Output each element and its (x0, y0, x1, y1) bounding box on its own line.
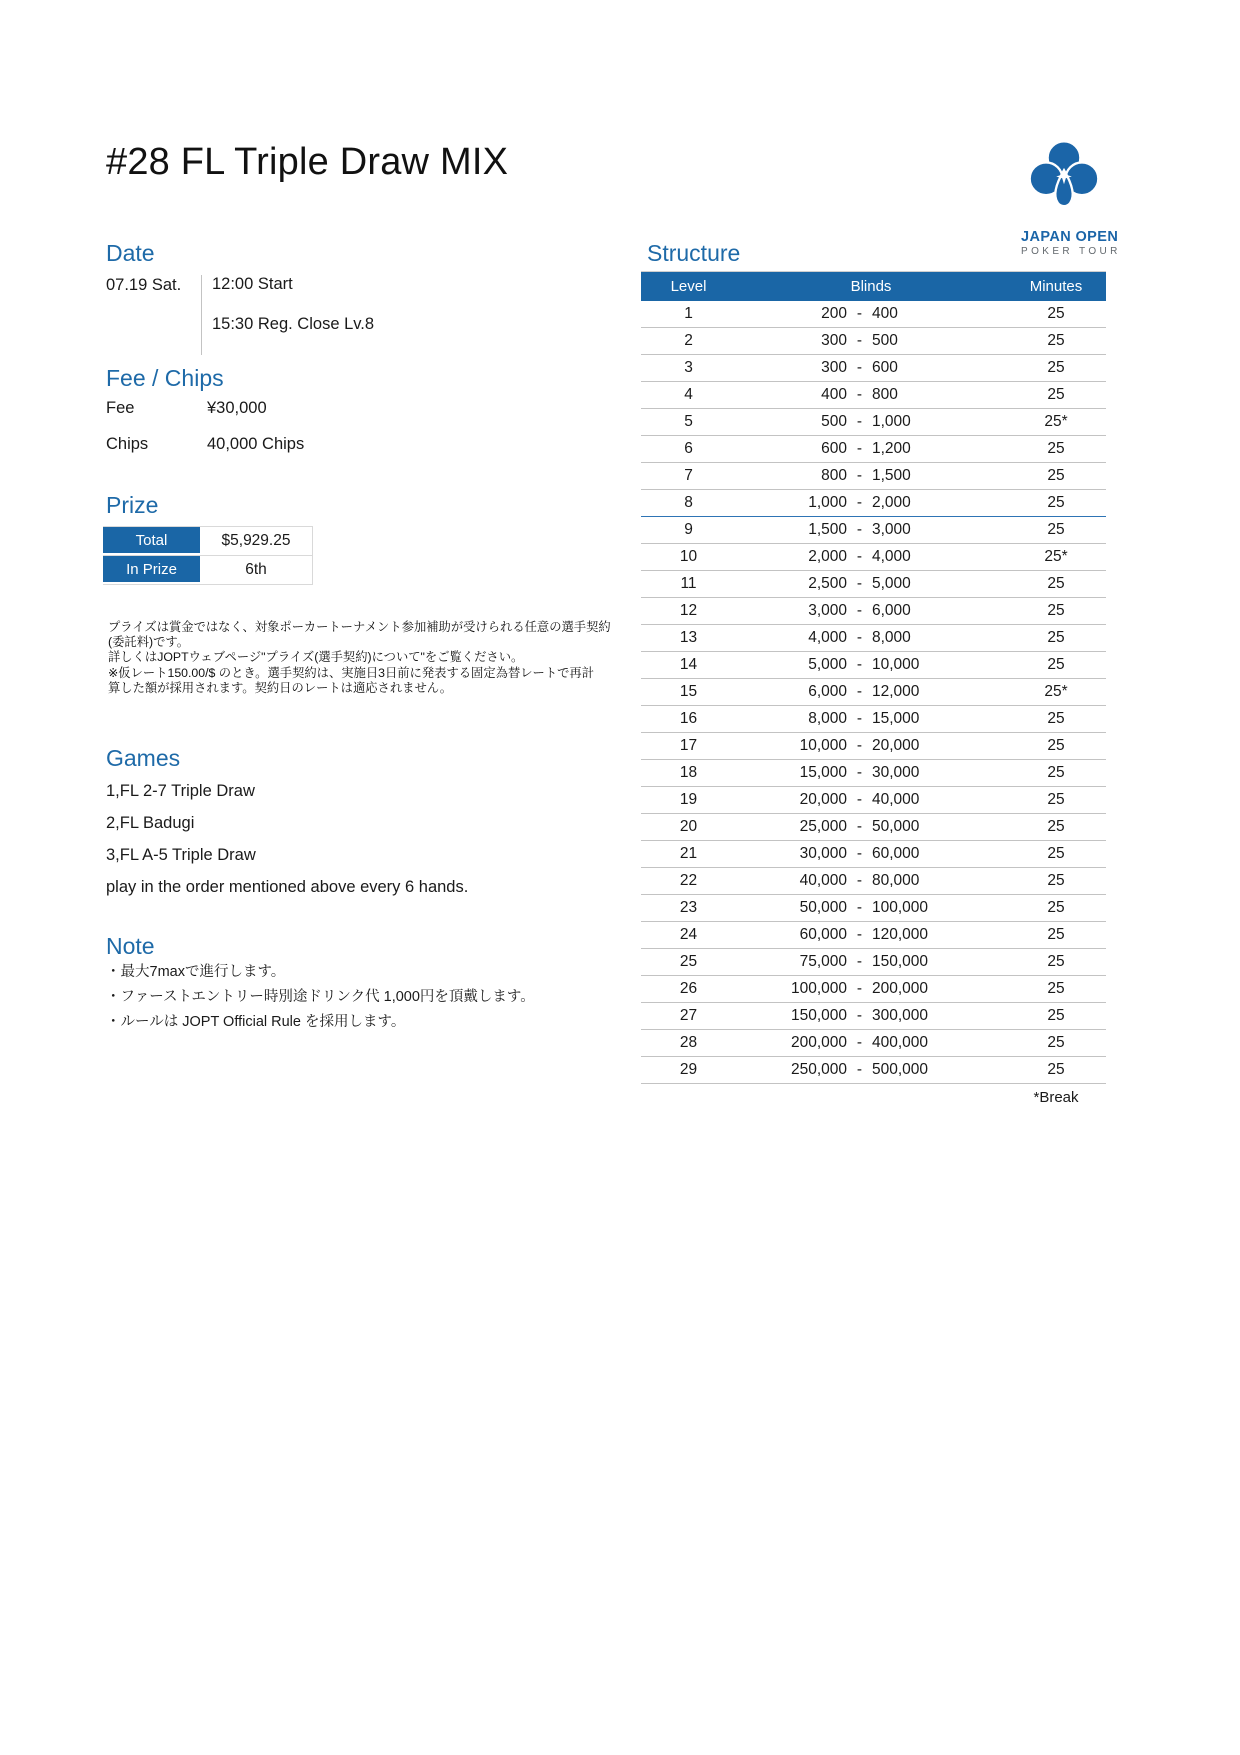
date-time: 12:00 Start (212, 275, 293, 294)
small-blind-value: 500 (821, 413, 847, 431)
minutes-cell: 25 (1047, 710, 1065, 728)
big-blind-value: 600 (872, 359, 898, 377)
fee-chips-value: 40,000 Chips (207, 435, 305, 454)
fee-chips-heading: Fee / Chips (106, 365, 224, 391)
minutes-cell: 25 (1047, 980, 1065, 998)
level-cell: 21 (679, 845, 698, 863)
level-cell: 11 (680, 575, 697, 593)
blinds-separator: - (856, 818, 863, 836)
big-blind-value: 50,000 (872, 818, 920, 836)
structure-row (641, 679, 1106, 706)
blinds-cell (736, 386, 1006, 404)
small-blind-value: 800 (821, 467, 847, 485)
big-blind-value: 300,000 (872, 1007, 929, 1025)
big-blind-value: 2,000 (872, 494, 911, 512)
blinds-cell (736, 710, 1006, 728)
prize-disclaimer-line: プライズは賞金ではなく、対象ポーカートーナメント参加補助が受けられる任意の選手契約 (108, 620, 611, 634)
blinds-separator: - (856, 1034, 863, 1052)
minutes-cell: 25 (1047, 791, 1065, 809)
structure-section (641, 241, 1106, 1111)
level-cell: 4 (684, 386, 693, 404)
small-blind-value: 50,000 (799, 899, 847, 917)
big-blind-value: 80,000 (872, 872, 920, 890)
fee-chips-label: Fee (106, 399, 135, 418)
blinds-cell (736, 548, 1006, 566)
blinds-separator: - (856, 359, 863, 377)
big-blind-value: 8,000 (872, 629, 911, 647)
minutes-cell: 25 (1047, 602, 1065, 620)
structure-row (641, 787, 1106, 814)
prize-row (103, 556, 313, 585)
blinds-separator: - (856, 926, 863, 944)
small-blind-value: 6,000 (808, 683, 847, 701)
big-blind-value: 100,000 (872, 899, 929, 917)
level-cell: 1 (684, 305, 693, 323)
note-item: ・最大7maxで進行します。 (106, 964, 286, 981)
small-blind-value: 8,000 (808, 710, 847, 728)
blinds-separator: - (856, 629, 863, 647)
level-cell: 10 (679, 548, 698, 566)
prize-row-label: In Prize (103, 556, 200, 584)
blinds-cell (736, 737, 1006, 755)
big-blind-value: 4,000 (872, 548, 911, 566)
blinds-separator: - (856, 737, 863, 755)
blinds-separator: - (856, 305, 863, 323)
blinds-cell (736, 467, 1006, 485)
blinds-cell (736, 899, 1006, 917)
structure-row (641, 1030, 1106, 1057)
structure-table-header (641, 271, 1106, 301)
games-list (106, 782, 468, 897)
games-section (106, 746, 468, 910)
structure-table-body (641, 301, 1106, 1084)
small-blind-value: 30,000 (799, 845, 847, 863)
small-blind-value: 400 (821, 386, 847, 404)
big-blind-value: 400,000 (872, 1034, 929, 1052)
blinds-separator: - (856, 683, 863, 701)
small-blind-value: 20,000 (799, 791, 847, 809)
structure-row (641, 328, 1106, 355)
blinds-cell (736, 1034, 1006, 1052)
level-cell: 26 (679, 980, 698, 998)
blinds-separator: - (856, 899, 863, 917)
date-times (201, 275, 374, 355)
note-section (106, 934, 535, 1038)
blinds-separator: - (856, 602, 863, 620)
level-cell: 23 (679, 899, 698, 917)
structure-row (641, 868, 1106, 895)
minutes-cell: 25* (1044, 413, 1068, 431)
level-cell: 9 (684, 521, 693, 539)
structure-row (641, 1057, 1106, 1084)
note-item: ・ファーストエントリー時別途ドリンク代 1,000円を頂戴します。 (106, 989, 535, 1006)
club-suit-icon (1025, 134, 1103, 222)
small-blind-value: 300 (821, 359, 847, 377)
break-note: *Break (1033, 1089, 1079, 1107)
structure-row (641, 895, 1106, 922)
level-cell: 14 (679, 656, 698, 674)
big-blind-value: 500,000 (872, 1061, 929, 1079)
minutes-cell: 25 (1047, 737, 1065, 755)
column-header-blinds: Blinds (850, 278, 892, 296)
minutes-cell: 25 (1047, 1034, 1065, 1052)
prize-disclaimer-line: 詳しくはJOPTウェブページ"プライズ(選手契約)について"をご覧ください。 (108, 650, 524, 665)
blinds-separator: - (856, 575, 863, 593)
small-blind-value: 60,000 (799, 926, 847, 944)
structure-row (641, 706, 1106, 733)
small-blind-value: 300 (821, 332, 847, 350)
big-blind-value: 20,000 (872, 737, 920, 755)
blinds-separator: - (856, 413, 863, 431)
minutes-cell: 25 (1047, 1061, 1065, 1079)
level-cell: 3 (684, 359, 693, 377)
minutes-cell: 25 (1047, 305, 1065, 323)
blinds-cell (736, 602, 1006, 620)
minutes-cell: 25 (1047, 494, 1065, 512)
column-header-minutes: Minutes (1029, 278, 1083, 296)
blinds-separator: - (856, 953, 863, 971)
structure-row (641, 841, 1106, 868)
small-blind-value: 250,000 (790, 1061, 847, 1079)
prize-row (103, 527, 313, 556)
big-blind-value: 6,000 (872, 602, 911, 620)
minutes-cell: 25 (1047, 575, 1065, 593)
game-item: play in the order mentioned above every 6 hands. (106, 878, 469, 897)
structure-row (641, 625, 1106, 652)
minutes-cell: 25 (1047, 764, 1065, 782)
logo-text-poker-tour: POKER TOUR (1021, 246, 1121, 257)
column-header-level: Level (670, 278, 707, 296)
structure-row (641, 733, 1106, 760)
date-time: 15:30 Reg. Close Lv.8 (212, 315, 375, 334)
level-cell: 28 (679, 1034, 698, 1052)
fee-chips-rows (106, 399, 304, 454)
prize-table (103, 526, 313, 585)
blinds-separator: - (856, 656, 863, 674)
blinds-separator: - (856, 980, 863, 998)
blinds-separator: - (856, 1061, 863, 1079)
date-heading: Date (106, 240, 155, 266)
big-blind-value: 60,000 (872, 845, 920, 863)
level-cell: 24 (679, 926, 698, 944)
blinds-separator: - (856, 494, 863, 512)
small-blind-value: 600 (821, 440, 847, 458)
small-blind-value: 1,000 (808, 494, 847, 512)
structure-row (641, 355, 1106, 382)
fee-chips-label: Chips (106, 435, 149, 454)
level-cell: 25 (679, 953, 698, 971)
big-blind-value: 30,000 (872, 764, 920, 782)
blinds-separator: - (856, 386, 863, 404)
small-blind-value: 25,000 (799, 818, 847, 836)
minutes-cell: 25* (1044, 548, 1068, 566)
blinds-cell (736, 359, 1006, 377)
blinds-cell (736, 953, 1006, 971)
big-blind-value: 120,000 (872, 926, 929, 944)
level-cell: 13 (679, 629, 698, 647)
blinds-cell (736, 332, 1006, 350)
blinds-cell (736, 440, 1006, 458)
prize-row-label: Total (103, 527, 200, 555)
minutes-cell: 25 (1047, 521, 1065, 539)
fee-chips-row (106, 435, 304, 454)
small-blind-value: 100,000 (790, 980, 847, 998)
level-cell: 27 (679, 1007, 698, 1025)
date-section (106, 241, 374, 355)
structure-row (641, 652, 1106, 679)
structure-row (641, 463, 1106, 490)
big-blind-value: 1,000 (872, 413, 911, 431)
small-blind-value: 3,000 (808, 602, 847, 620)
level-cell: 12 (679, 602, 698, 620)
big-blind-value: 500 (872, 332, 898, 350)
big-blind-value: 800 (872, 386, 898, 404)
fee-chips-row (106, 399, 304, 418)
blinds-cell (736, 845, 1006, 863)
blinds-separator: - (856, 791, 863, 809)
structure-row (641, 517, 1106, 544)
blinds-separator: - (856, 764, 863, 782)
minutes-cell: 25 (1047, 656, 1065, 674)
level-cell: 20 (679, 818, 698, 836)
jopt-logo (1021, 134, 1121, 257)
fee-chips-value: ¥30,000 (207, 399, 267, 418)
big-blind-value: 12,000 (872, 683, 920, 701)
blinds-cell (736, 791, 1006, 809)
prize-row-value: $5,929.25 (200, 527, 313, 555)
minutes-cell: 25 (1047, 332, 1065, 350)
note-item: ・ルールは JOPT Official Rule を採用します。 (106, 1014, 406, 1031)
minutes-cell: 25 (1047, 359, 1065, 377)
blinds-separator: - (856, 710, 863, 728)
small-blind-value: 4,000 (808, 629, 847, 647)
prize-disclaimer-line: (委託料)です。 (108, 635, 189, 650)
minutes-cell: 25 (1047, 467, 1065, 485)
big-blind-value: 3,000 (872, 521, 911, 539)
level-cell: 29 (679, 1061, 698, 1079)
small-blind-value: 10,000 (799, 737, 847, 755)
small-blind-value: 200,000 (790, 1034, 847, 1052)
blinds-cell (736, 980, 1006, 998)
blinds-cell (736, 521, 1006, 539)
prize-heading: Prize (106, 492, 159, 518)
small-blind-value: 5,000 (808, 656, 847, 674)
structure-row (641, 571, 1106, 598)
structure-row (641, 490, 1106, 517)
blinds-cell (736, 494, 1006, 512)
small-blind-value: 1,500 (808, 521, 847, 539)
note-list (106, 963, 535, 1031)
structure-row (641, 409, 1106, 436)
blinds-separator: - (856, 467, 863, 485)
games-heading: Games (106, 745, 181, 771)
structure-table (641, 271, 1106, 1111)
game-item: 2,FL Badugi (106, 814, 195, 833)
blinds-cell (736, 683, 1006, 701)
fee-chips-section (106, 366, 304, 471)
small-blind-value: 2,000 (808, 548, 847, 566)
blinds-separator: - (856, 332, 863, 350)
note-heading: Note (106, 933, 155, 959)
big-blind-value: 150,000 (872, 953, 929, 971)
big-blind-value: 1,500 (872, 467, 911, 485)
minutes-cell: 25 (1047, 899, 1065, 917)
blinds-cell (736, 764, 1006, 782)
minutes-cell: 25 (1047, 953, 1065, 971)
small-blind-value: 150,000 (790, 1007, 847, 1025)
structure-row (641, 760, 1106, 787)
blinds-cell (736, 926, 1006, 944)
level-cell: 18 (679, 764, 698, 782)
page-title: #28 FL Triple Draw MIX (106, 141, 509, 183)
blinds-separator: - (856, 1007, 863, 1025)
level-cell: 19 (679, 791, 698, 809)
blinds-separator: - (856, 872, 863, 890)
level-cell: 2 (684, 332, 693, 350)
blinds-separator: - (856, 548, 863, 566)
blinds-separator: - (856, 440, 863, 458)
date-day: 07.19 Sat. (106, 276, 182, 295)
big-blind-value: 200,000 (872, 980, 929, 998)
structure-row (641, 301, 1106, 328)
blinds-cell (736, 413, 1006, 431)
structure-row (641, 814, 1106, 841)
blinds-cell (736, 872, 1006, 890)
blinds-cell (736, 1007, 1006, 1025)
prize-section (106, 493, 313, 585)
logo-text-japan-open: JAPAN OPEN (1021, 229, 1119, 245)
blinds-separator: - (856, 521, 863, 539)
blinds-cell (736, 656, 1006, 674)
small-blind-value: 75,000 (799, 953, 847, 971)
level-cell: 16 (679, 710, 698, 728)
minutes-cell: 25 (1047, 1007, 1065, 1025)
big-blind-value: 1,200 (872, 440, 911, 458)
blinds-cell (736, 818, 1006, 836)
structure-row (641, 976, 1106, 1003)
structure-row (641, 436, 1106, 463)
prize-row-value: 6th (200, 556, 313, 584)
level-cell: 6 (684, 440, 693, 458)
game-item: 3,FL A-5 Triple Draw (106, 846, 256, 865)
blinds-cell (736, 1061, 1006, 1079)
minutes-cell: 25 (1047, 629, 1065, 647)
minutes-cell: 25 (1047, 818, 1065, 836)
big-blind-value: 40,000 (872, 791, 920, 809)
structure-row (641, 1003, 1106, 1030)
small-blind-value: 2,500 (808, 575, 847, 593)
small-blind-value: 15,000 (799, 764, 847, 782)
level-cell: 22 (679, 872, 698, 890)
level-cell: 8 (684, 494, 693, 512)
level-cell: 17 (679, 737, 698, 755)
structure-row (641, 382, 1106, 409)
structure-row (641, 949, 1106, 976)
big-blind-value: 400 (872, 305, 898, 323)
level-cell: 15 (679, 683, 698, 701)
blinds-separator: - (856, 845, 863, 863)
small-blind-value: 40,000 (799, 872, 847, 890)
level-cell: 7 (684, 467, 693, 485)
minutes-cell: 25 (1047, 926, 1065, 944)
structure-row (641, 922, 1106, 949)
prize-disclaimer (108, 620, 611, 696)
minutes-cell: 25 (1047, 845, 1065, 863)
big-blind-value: 15,000 (872, 710, 920, 728)
prize-disclaimer-line: 算した額が採用されます。契約日のレートは適応されません。 (108, 680, 453, 695)
structure-heading: Structure (647, 240, 741, 266)
prize-disclaimer-line: ※仮レート150.00/$ のとき。選手契約は、実施日3日前に発表する固定為替レートで再計 (108, 665, 595, 680)
level-cell: 5 (684, 413, 693, 431)
structure-row (641, 544, 1106, 571)
minutes-cell: 25 (1047, 872, 1065, 890)
minutes-cell: 25 (1047, 386, 1065, 404)
blinds-cell (736, 575, 1006, 593)
big-blind-value: 10,000 (872, 656, 920, 674)
minutes-cell: 25* (1044, 683, 1068, 701)
small-blind-value: 200 (821, 305, 847, 323)
big-blind-value: 5,000 (872, 575, 911, 593)
blinds-cell (736, 629, 1006, 647)
structure-table-footer (641, 1084, 1106, 1111)
structure-row (641, 598, 1106, 625)
game-item: 1,FL 2-7 Triple Draw (106, 782, 255, 801)
blinds-cell (736, 305, 1006, 323)
minutes-cell: 25 (1047, 440, 1065, 458)
